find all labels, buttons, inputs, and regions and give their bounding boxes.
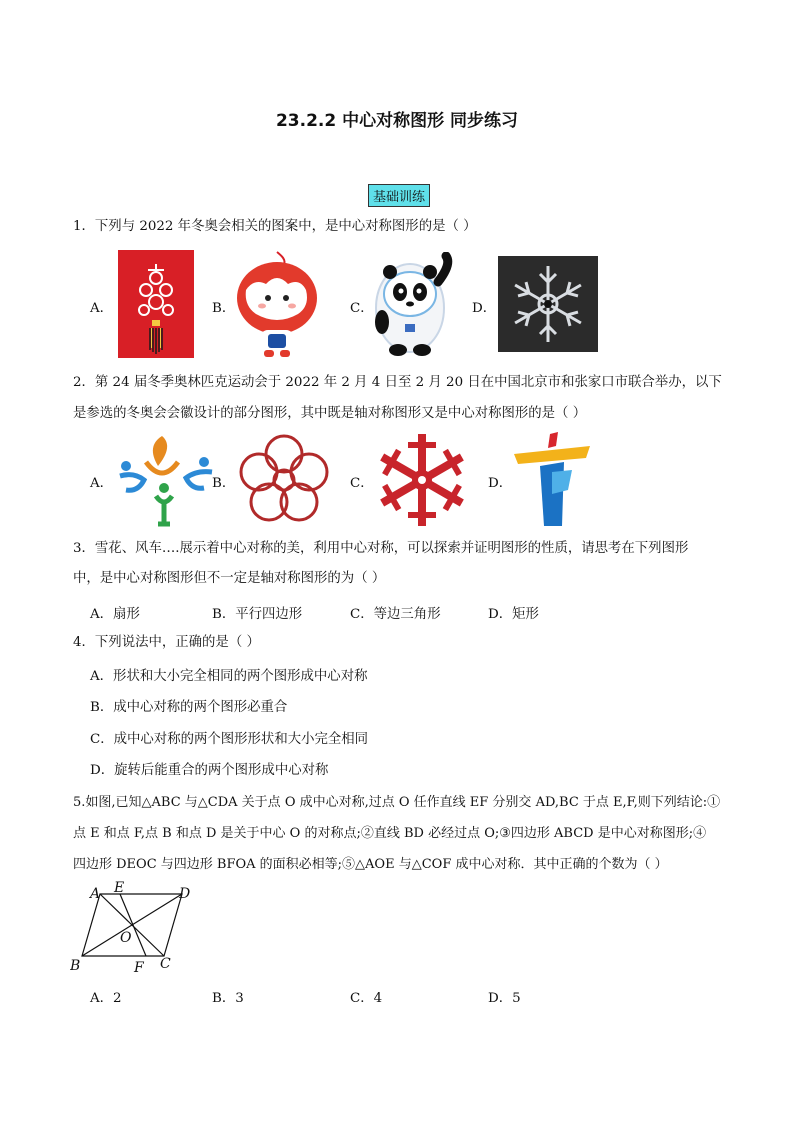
- q5-option-d: D．5: [488, 991, 521, 1006]
- knot-emblem-image: [234, 432, 334, 528]
- label-o: O: [120, 930, 132, 946]
- q1-option-b-label: B．: [212, 301, 236, 316]
- q3-option-d: D．矩形: [488, 607, 539, 622]
- q1-option-a-label: A．: [90, 301, 114, 316]
- page-title: 23.2.2 中心对称图形 同步练习: [275, 111, 519, 131]
- snowflake-image: [498, 256, 598, 352]
- red-snowflake-emblem-image: [372, 432, 472, 528]
- label-d: D: [179, 886, 191, 902]
- emblem-figures-image: [116, 432, 216, 528]
- q3-option-c: C．等边三角形: [350, 607, 441, 622]
- chinese-knot-image: [118, 250, 194, 358]
- q2-option-b-label: B．: [212, 476, 236, 491]
- q2-option-d-label: D．: [488, 476, 513, 491]
- question-5-line1: 5.如图,已知△ABC 与△CDA 关于点 O 成中心对称,过点 O 任作直线 EF 分别交 AD,BC 于点 E,F,则下列结论:①: [73, 795, 721, 810]
- question-2-line1: 2．第 24 届冬季奥林匹克运动会于 2022 年 2 月 4 日至 2 月 20 日在中国北京市和张家口市联合举办，以下: [73, 375, 722, 390]
- q3-option-a: A．扇形: [90, 607, 140, 622]
- question-5-line2: 点 E 和点 F,点 B 和点 D 是关于中心 O 的对称点;②直线 BD 必经过点 O;③四边形 ABCD 是中心对称图形;④: [73, 826, 707, 841]
- parallelogram-figure: [70, 880, 200, 976]
- label-a: A: [90, 886, 101, 902]
- question-3-line2: 中，是中心对称图形但不一定是轴对称图形的为（ ）: [73, 571, 386, 586]
- q1-option-d-label: D．: [472, 301, 497, 316]
- bing-dwen-dwen-image: [372, 252, 458, 356]
- q1-option-c-label: C．: [350, 301, 374, 316]
- q4-option-b: B．成中心对称的两个图形必重合: [90, 700, 288, 715]
- question-2-line2: 是参选的冬奥会会徽设计的部分图形，其中既是轴对称图形又是中心对称图形的是（ ）: [73, 406, 587, 421]
- q5-option-c: C．4: [350, 991, 383, 1006]
- q4-option-a: A．形状和大小完全相同的两个图形成中心对称: [90, 669, 368, 684]
- label-c: C: [160, 956, 171, 972]
- section-label: 基础训练: [368, 184, 430, 207]
- q2-option-c-label: C．: [350, 476, 374, 491]
- q5-option-a: A．2: [90, 991, 122, 1006]
- q4-option-d: D．旋转后能重合的两个图形成中心对称: [90, 763, 329, 778]
- segment-ef: [120, 894, 146, 956]
- question-4-text: 4．下列说法中，正确的是（ ）: [73, 635, 260, 650]
- shuey-rhon-rhon-image: [234, 250, 320, 358]
- abstract-letter-emblem-image: [510, 432, 596, 528]
- question-3-line1: 3．雪花、风车….展示着中心对称的美，利用中心对称，可以探索并证明图形的性质，请思考在下列图形: [73, 541, 689, 556]
- label-b: B: [70, 958, 81, 974]
- question-1-text: 1．下列与 2022 年冬奥会相关的图案中，是中心对称图形的是（ ）: [73, 219, 477, 234]
- q3-option-b: B．平行四边形: [212, 607, 303, 622]
- label-e: E: [114, 880, 125, 896]
- q2-option-a-label: A．: [90, 476, 114, 491]
- q4-option-c: C．成中心对称的两个图形形状和大小完全相同: [90, 732, 369, 747]
- label-f: F: [134, 960, 144, 976]
- q5-option-b: B．3: [212, 991, 244, 1006]
- question-5-line3: 四边形 DEOC 与四边形 BFOA 的面积必相等;⑤△AOE 与△COF 成中心对称．其中正确的个数为（ ）: [73, 857, 668, 872]
